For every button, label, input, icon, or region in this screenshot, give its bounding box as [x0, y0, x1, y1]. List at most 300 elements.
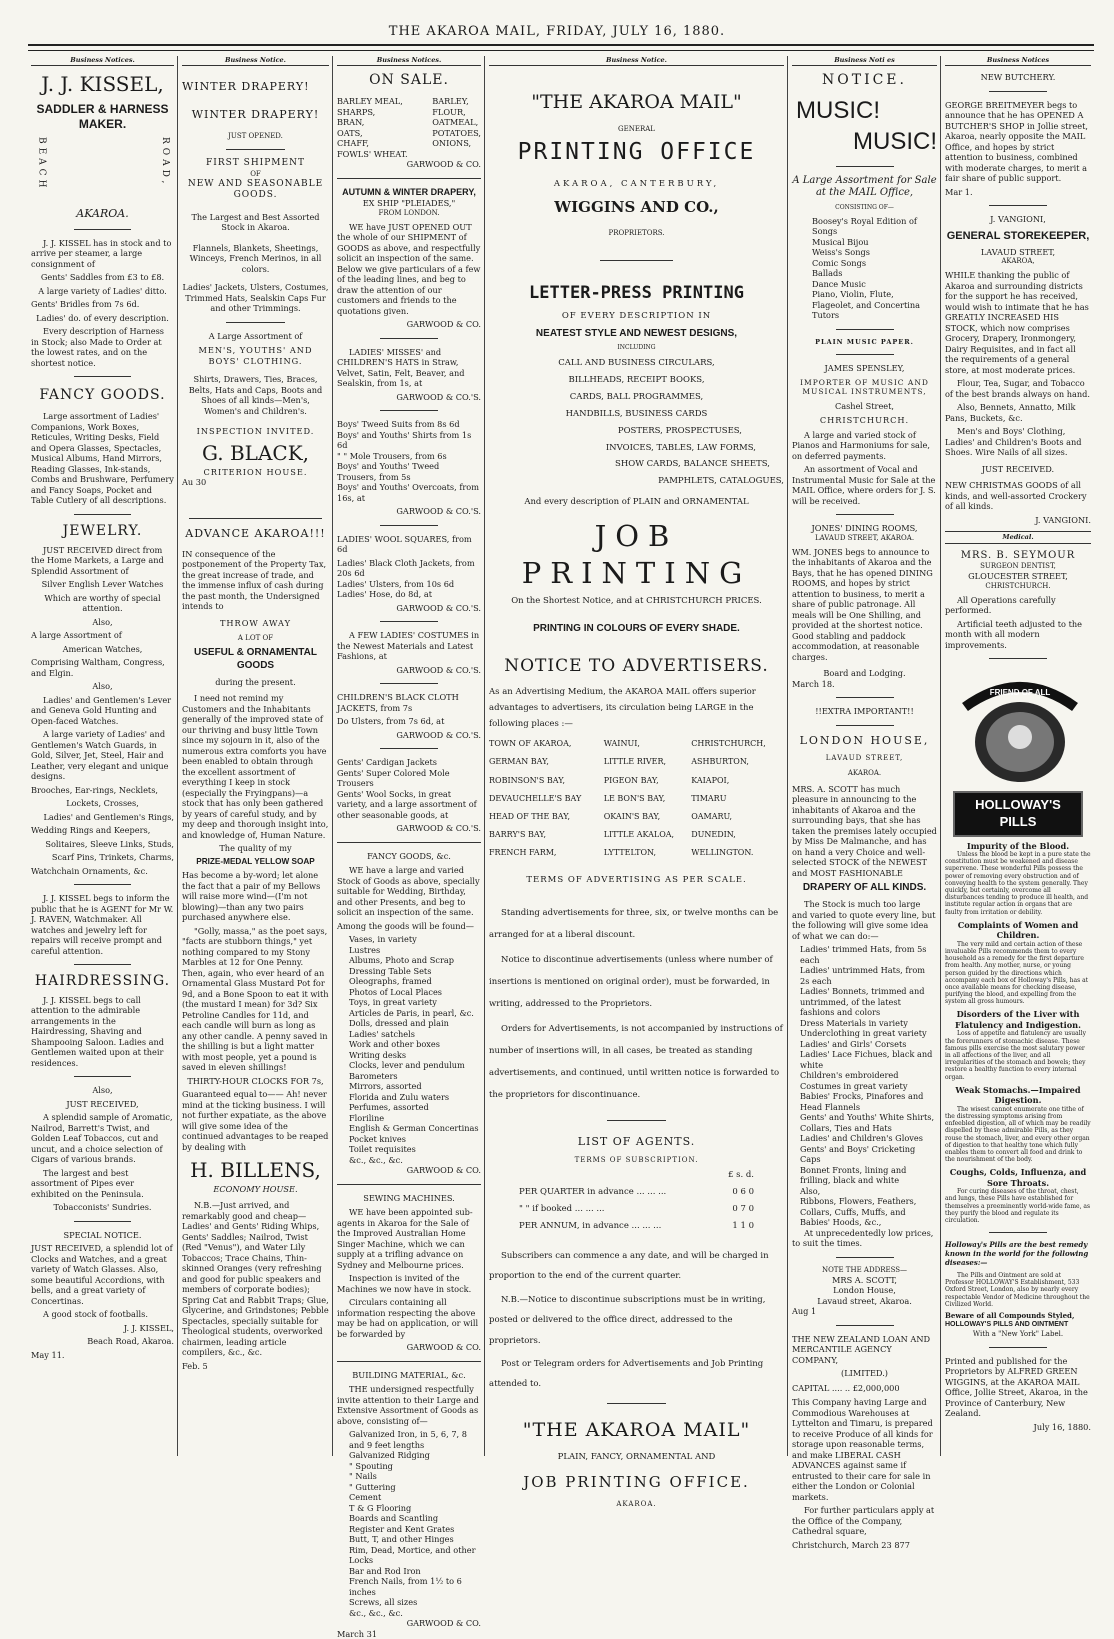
table-cell: LITTLE AKALOA,: [603, 830, 675, 840]
text: PROPRIETORS.: [608, 229, 665, 238]
divider: [337, 1184, 481, 1185]
text: J. J. KISSEL has in stock and to arrive per steamer, a large consignment of: [31, 237, 172, 269]
text: A LOT OF: [237, 634, 274, 643]
text: THROW AWAY: [219, 617, 292, 628]
text: FROM LONDON.: [378, 208, 440, 217]
building-items-list: [337, 1429, 481, 1618]
text: Unless the blood be kept in a pure state the constitution must be weakened and disease supervene. These wonderful Pills possess the power of removing every obstruction and of conveying health to the system generally. They quickly, but certainly, overcome all disturbances tending to produce ill health, and institute regular action in organs that are faulty from irritation or debility.: [945, 851, 1091, 916]
text: AKAROA,: [1001, 257, 1035, 266]
text: PRINTING IN COLOURS OF EVERY SHADE.: [533, 623, 740, 635]
list-item: Musical Bijou: [812, 236, 869, 247]
list-item: Ladies' Lace Fichues, black and white: [800, 1049, 933, 1070]
divider: [74, 229, 131, 230]
list-item: " Spouting: [349, 1460, 393, 1471]
date: Feb. 5: [182, 1360, 208, 1371]
text: Beware of all Compounds Styled,: [945, 1311, 1075, 1321]
list-item: Pocket knives: [349, 1133, 406, 1144]
list-item: Ladies' satchels: [349, 1028, 415, 1039]
text: Cashel Street,: [834, 400, 895, 411]
special-notice-heading: SPECIAL NOTICE.: [63, 1229, 142, 1240]
list-item: Dressing Table Sets: [349, 965, 432, 976]
rate-value: 0 7 0: [732, 1204, 754, 1215]
list-item: Boards and Scantling: [349, 1513, 439, 1524]
text: Do Ulsters, from 7s 6d, at: [337, 716, 445, 727]
table-cell: OKAIN'S BAY,: [603, 812, 661, 821]
list-item: Writing desks: [349, 1049, 407, 1060]
sale-list-left: [337, 96, 408, 159]
text: A large Assortment of: [31, 630, 122, 641]
divider: [337, 1361, 481, 1362]
list-item: Rim, Dead, Mortice, and other Locks: [349, 1544, 476, 1566]
text: LADIES' MISSES' and CHILDREN'S HATS in Straw, Velvet, Satin, Felt, Beaver, and Sealskin, from 1s, at: [337, 346, 465, 389]
list-item: Gents' and Youths' White Shirts, Collars, Ties and Hats: [800, 1112, 935, 1133]
list-item: Bonnet Fronts, lining and frilling, black and white: [800, 1164, 907, 1186]
text: As an Advertising Medium, the AKAROA MAIL offers superior advantages to advertisers, its circulation being LARGE in the following places :—: [489, 686, 756, 729]
text: Flannels, Blankets, Sheetings, Winceys, French Merinos, in all colors.: [189, 242, 322, 274]
list-item: Gents' and Boys' Cricketing Caps: [800, 1143, 916, 1165]
text: Also,: [92, 1085, 113, 1096]
list-item: Screws, all sizes: [349, 1597, 418, 1608]
text: CONSISTING OF—: [835, 204, 894, 212]
text: Coughs, Colds, Influenza, and Sore Throats.: [949, 1167, 1087, 1188]
text: NEATEST STYLE AND NEWEST DESIGNS,: [535, 327, 738, 339]
list-item: Weiss's Songs: [812, 247, 870, 258]
table-row: [489, 844, 784, 862]
text: INCLUDING: [617, 344, 656, 352]
table-cell: LITTLE RIVER,: [603, 757, 667, 767]
beach-label: BEACH: [36, 136, 47, 192]
list-item: Albums, Photo and Scrap: [349, 955, 454, 966]
list-item: Ladies' and Children's Gloves: [800, 1133, 923, 1144]
text: For curing diseases of the throat, chest, and lungs, these Pills have established for themselves a preeminently world-wide fame, as they purify the blood and regulate its circulation.: [945, 1188, 1091, 1225]
list-item: Dolls, dressed and plain: [349, 1018, 449, 1029]
places-table: [489, 735, 784, 863]
divider: [989, 658, 1047, 659]
sale-item: POTATOES,: [432, 127, 481, 138]
column-5: [789, 56, 940, 1550]
column-1: [28, 56, 177, 1456]
date: Christchurch, March 23 877: [792, 1539, 910, 1550]
text: Holloway's Pills are the best remedy known in the world for the following diseases:—: [945, 1240, 1089, 1268]
divider: [836, 1325, 894, 1326]
text: The wisest cannot enumerate one tithe of the distressing symptoms arising from enfeebled digestion, all of which may be readily dispelled by these admirable Pills, as they rouse the stomach, liver, and every other organ of digestion to that healthy tone which fully enables them to convert all food and drink to the nourishment of the body.: [945, 1105, 1091, 1164]
text: Wedding Rings and Keepers,: [31, 825, 151, 836]
list-item: Ladies' Bonnets, trimmed and untrimmed, of the latest fashions and colors: [800, 986, 925, 1018]
printing-line: SHOW CARDS, BALANCE SHEETS,: [615, 459, 770, 470]
text: !!EXTRA IMPORTANT!!: [815, 706, 914, 717]
text: A Large Assortment of: [208, 330, 303, 341]
divider: [74, 1076, 131, 1077]
table-cell: GERMAN BAY,: [489, 757, 549, 767]
divider: [74, 884, 131, 885]
text: Gents' Cardigan Jackets Gents' Super Colored Mole Trousers Gents' Wool Socks, in great variety, and a large assortment of other seasonable goods, at: [337, 757, 477, 820]
signature: GARWOOD & CO.'S.: [396, 391, 481, 402]
printing-line: HANDBILLS, BUSINESS CARDS: [565, 408, 708, 419]
agents-heading: LIST OF AGENTS.: [577, 1135, 696, 1149]
divider: [989, 1232, 1047, 1233]
table-cell: ASHBURTON,: [691, 757, 749, 767]
divider: [74, 376, 131, 377]
signature: GARWOOD & CO.'S.: [396, 823, 481, 834]
list-item: Bar and Rod Iron: [349, 1565, 421, 1576]
list-item: Children's embroidered Costumes in great variety: [800, 1070, 908, 1091]
fancy-items-list: [337, 934, 481, 1165]
rate-row: [519, 1221, 754, 1232]
divider: [989, 1347, 1047, 1348]
text: J. J. KISSEL begs to call attention to the admirable arrangements in the Hairdressing, Shaving and Shampooing Saloon. Ladies and Gentlemen waited upon at their residences.: [31, 994, 165, 1068]
text: Lockets, Crosses,: [66, 798, 139, 809]
autumn-heading: AUTUMN & WINTER DRAPERY,: [342, 186, 476, 197]
table-row: [489, 790, 784, 808]
signature: GARWOOD & CO.: [406, 1165, 481, 1176]
places-grid: [489, 735, 784, 863]
text: JAMES SPENSLEY,: [824, 363, 905, 374]
text: USEFUL & ORNAMENTAL GOODS: [194, 647, 317, 671]
list-item: Oleographs, framed: [349, 976, 432, 987]
divider: [226, 149, 285, 150]
rates-table: [489, 1187, 784, 1232]
text: Also,: [92, 681, 113, 692]
list-item: Ballads: [812, 268, 843, 279]
text: THE undersigned respectfully invite attention to their Large and Extensive Assortment of Goods as above, consisting of—: [337, 1384, 479, 1426]
signature: GARWOOD & CO.: [406, 159, 481, 170]
list-item: Ladies' and Girls' Corsets: [800, 1038, 907, 1049]
printing-line: CARDS, BALL PROGRAMMES,: [569, 391, 704, 402]
divider: [836, 725, 894, 726]
text: Every description of Harness in Stock; also Made to Order at the lowest rates, and on the shortest notice.: [31, 326, 164, 368]
divider: [380, 683, 438, 684]
list-item: Dress Materials in variety: [800, 1017, 908, 1028]
text: CRITERION HOUSE.: [203, 466, 308, 477]
seal-text: FRIEND OF ALL: [989, 688, 1051, 698]
column-heading: Business Notices.: [31, 56, 174, 66]
divider: [607, 1403, 666, 1404]
list-item: Lustres: [349, 944, 381, 955]
list-item: Underclothing in great variety: [800, 1028, 927, 1039]
text: The Pills and Ointment are sold at Professor HOLLOWAY'S Establishment, 533 Oxford Street, London, also by nearly every respectable Vendor of Medicine throughout the Civilized World.: [945, 1272, 1090, 1308]
text: Weak Stomachs.—Impaired Digestion.: [955, 1084, 1081, 1106]
text: NEW CHRISTMAS GOODS of all kinds, and well-assorted Crockery of all kinds.: [945, 480, 1087, 512]
divider: [989, 205, 1047, 206]
list-item: Babies' Frocks, Pinafores and Head Flannels: [800, 1091, 924, 1112]
text: FIRST SHIPMENT: [206, 158, 305, 169]
text: JUST RECEIVED direct from the Home Markets, a Large and Splendid Assortment of: [31, 544, 164, 576]
signature: GARWOOD & CO.'S.: [396, 506, 481, 517]
text: A FEW LADIES' COSTUMES in the Newest Materials and Latest Fashions, at: [337, 630, 480, 662]
text: A large variety of Ladies' ditto.: [38, 285, 167, 296]
column-2: [179, 56, 332, 1456]
text: LAVAUD STREET,: [825, 753, 904, 762]
signature: J. VANGIONI.: [1035, 514, 1091, 525]
list-item: Boosey's Royal Edition of Songs: [812, 215, 917, 237]
divider: [836, 1257, 894, 1258]
list-item: Butt, T, and other Hinges: [349, 1534, 454, 1545]
text: GENERAL: [618, 124, 655, 133]
text: JUST RECEIVED,: [66, 1098, 139, 1109]
text: The very mild and certain action of these invaluable Pills recommends them to every household as a remedy for the first departure from health. Any mother, nurse, or young person guided by the directions which accompany each box of Holloway's Pills, has at once available means for checking disease, purifying the blood, and expelling from the system all gross humours.: [945, 940, 1089, 1006]
medical-heading: Medical.: [945, 531, 1091, 543]
signature: GARWOOD & CO.: [406, 1342, 481, 1353]
text: IN consequence of the postponement of the Property Tax, the great increase of trade, and the immense influx of cash during the past month, the Undersigned intends to: [182, 548, 327, 612]
text: A good stock of footballs.: [43, 1309, 148, 1320]
printing-line: BILLHEADS, RECEIPT BOOKS,: [568, 375, 705, 385]
divider: [380, 748, 438, 749]
list-item: Vases, in variety: [349, 934, 417, 945]
table-cell: KAIAPOI,: [691, 775, 730, 785]
text: Also,: [92, 616, 113, 627]
divider: [380, 525, 438, 526]
text: A splendid sample of Aromatic, Nailrod, Barrett's Twist, and Golden Leaf Tobaccos, cut and uncut, and a choice selection of Cigars of various brands.: [31, 1112, 173, 1165]
text: "Golly, massa," as the poet says, "facts are stubborn things," yet nothing compared to my Stony Marbles at 12 for One Penny. Then, again, who ever heard of an Ornamental Glass Mustard Pot for 9d, and a Bone Spoon to eat it with (the mustard I mean) for 3d? Six Petroline Candles for 11d, and each candle will burn as long as any other candle. A penny saved in the shilling is but a light matter with most people, yet a pound is saved in eleven shillings!: [182, 925, 329, 1073]
text: Post or Telegram orders for Advertisements and Job Printing attended to.: [489, 1358, 764, 1390]
text: A large variety of Ladies' and Gentlemen's Watch Guards, in Gold, Silver, Jet, Steel, Hair and Leather, very elegant and unique designs.: [31, 729, 169, 782]
printing-lines: [489, 358, 784, 487]
text: Printed and published for the Proprietors by ALFRED GREEN WIGGINS, at the AKAROA MAIL Office, Jollie Street, Akaroa, in the Province of Canterbury, New Zealand.: [945, 1355, 1088, 1419]
list-item: Ladies' untrimmed Hats, from 2s each: [800, 965, 926, 986]
sale-item: OATMEAL,: [432, 117, 479, 128]
job-printing-heading: JOB PRINTING: [521, 519, 752, 591]
text: Ladies' and Gentlemen's Lever and Geneva Gold Hunting and Open-faced Watches.: [31, 694, 172, 726]
text: THIRTY-HOUR CLOCKS FOR 7s,: [187, 1075, 324, 1086]
divider: [74, 514, 131, 515]
list-item: Dance Music: [812, 278, 866, 289]
text: Orders for Advertisements, is not accompanied by instructions of number of insertions will, in all cases, be treated as standing advertisements, and continued, until written notice is forwarded to the proprietors for discontinuance.: [489, 1024, 783, 1101]
column-3: [334, 56, 484, 1639]
column-divider: [484, 56, 485, 1456]
column-divider: [940, 56, 941, 1456]
g-black-name: G. BLACK,: [201, 440, 309, 465]
list-item: Galvanized Ridging: [349, 1450, 430, 1461]
top-rule-2: [28, 50, 1094, 51]
list-item: Cement: [349, 1492, 382, 1503]
masthead: THE AKAROA MAIL, FRIDAY, JULY 16, 1880.: [388, 24, 726, 39]
text: An assortment of Vocal and Instrumental Music for Sale at the MAIL Office, where orders for J. S. will be received.: [792, 464, 936, 506]
text: JUST RECEIVED, a splendid lot of Clocks and Watches, and a great variety of Watch Glasses. Also, some beautiful Accordions, with bells, and a great variety of Concertinas.: [31, 1243, 173, 1306]
text: CHILDREN'S BLACK CLOTH JACKETS, from 7s: [337, 692, 459, 713]
list-item: Galvanized Iron, in 5, 6, 7, 8 and 9 feet lengths: [349, 1429, 467, 1450]
text: MEN'S, YOUTHS' AND BOYS' CLOTHING.: [198, 345, 313, 366]
signature: GARWOOD & CO.'S.: [396, 664, 481, 675]
text: MRS. A. SCOTT has much pleasure in announcing to the inhabitants of Akaroa and the surrounding bays, that she has taken the premises lately occupied by Miss De Malmanche, and has on hand a very Choice and well-selected STOCK of the NEWEST and MOST FASHIONABLE: [792, 783, 937, 878]
text: With a "New York" Label.: [972, 1329, 1064, 1338]
text: LADIES' WOOL SQUARES, from 6d: [337, 533, 472, 555]
text: PRIZE-MEDAL YELLOW SOAP: [196, 856, 315, 866]
text: WHILE thanking the public of Akaroa and surrounding districts for the support he has received, would wish to intimate that he has GREATLY INCREASED HIS STOCK, which now comprises Grocery, Drapery, Ironmongery, Dairy Requisites, and in fact all the requirements of a general store, at most moderate prices.: [945, 270, 1089, 375]
text: Board and Lodging.: [823, 668, 906, 679]
column-divider: [787, 56, 788, 1456]
text: J. VANGIONI,: [990, 214, 1046, 225]
text: CHRISTCHURCH.: [985, 581, 1051, 590]
text: GLOUCESTER STREET,: [968, 571, 1068, 582]
text: DRAPERY OF ALL KINDS.: [802, 882, 927, 894]
text: Gents' Bridles from 7s 6d.: [31, 299, 140, 310]
divider: [380, 338, 438, 339]
text: MRS A. SCOTT,: [832, 1274, 897, 1285]
list-item: Piano, Violin, Flute, Flageolet, and Concertina Tutors: [812, 289, 921, 321]
fancy-goods-heading: FANCY GOODS, &c.: [367, 850, 451, 861]
table-cell: WELLINGTON.: [691, 848, 754, 858]
divider: [337, 842, 481, 843]
text: Also, Bennets, Annatto, Milk Pans, Buckets, &c.: [945, 402, 1076, 423]
list-item: Articles de Paris, in pearl, &c.: [349, 1007, 474, 1018]
text: Guaranteed equal to—— Ah! never mind at the ticking business. I will not further expatiate, as the above will give some idea of the continued advantages to be reaped by dealing with: [182, 1089, 329, 1152]
text: JUST OPENED.: [228, 132, 283, 141]
table-cell: TOWN OF AKAROA,: [489, 739, 572, 749]
signature: GARWOOD & CO.: [406, 319, 481, 330]
text: The largest and best assortment of Pipes ever exhibited on the Peninsula.: [31, 1167, 144, 1199]
list-item: T & G Flooring: [349, 1502, 412, 1513]
text: Ladies' do. of every description.: [36, 312, 169, 323]
text: The Largest and Best Assorted Stock in Akaroa.: [191, 211, 320, 233]
table-row: [489, 772, 784, 790]
text: TERMS OF SUBSCRIPTION.: [574, 1155, 699, 1164]
sewing-machines-heading: SEWING MACHINES.: [363, 1192, 455, 1203]
on-sale-heading: ON SALE.: [369, 72, 449, 89]
text: GEORGE BREITMEYER begs to announce that he has OPENED A BUTCHER'S SHOP in Jollie street, Akaroa, nearly opposite the MAIL Office, and hopes by strict attention to business, combined with moderate charges, to merit a fair share of public support.: [945, 99, 1088, 184]
holloways-pills-banner: HOLLOWAY'S PILLS: [953, 791, 1083, 836]
text: WE have a large and varied Stock of Goods as above, specially suitable for Wedding, Birthday, and other Presents, and beg to solicit an inspection of the same.: [337, 865, 480, 918]
london-house-heading: LONDON HOUSE,: [799, 733, 930, 747]
text: LAVAUD STREET,: [980, 246, 1056, 257]
text: Lavaud street, Akaroa.: [817, 1295, 912, 1306]
list-item: Perfumes, assorted: [349, 1102, 429, 1113]
column-heading: Business Notices: [945, 56, 1091, 66]
list-item: Ribbons, Flowers, Feathers, Collars, Cuffs, Muffs, and Babies' Hoods, &c.,: [800, 1196, 917, 1228]
table-row: [489, 735, 784, 753]
date: Aug 1: [792, 1306, 817, 1317]
jewelry-heading: JEWELRY.: [62, 522, 143, 539]
text: For further particulars apply at the Office of the Company, Cathedral square,: [792, 1505, 935, 1537]
column-heading: Business Noti es: [792, 56, 937, 66]
list-item: Toilet requisites: [349, 1144, 416, 1155]
notice-heading: NOTICE.: [822, 72, 907, 89]
text: during the present.: [215, 676, 296, 687]
rate-value: 1 1 0: [732, 1221, 754, 1232]
text: EX SHIP "PLEIADES,": [362, 198, 456, 209]
table-row: [489, 753, 784, 771]
text: WE have JUST OPENED OUT the whole of our SHIPMENT of GOODS as above, and respectfully solicit an inspection of the same. Below we give particulars of a few of the leading lines, and beg to draw the attention of our customers and friends to the quotations given.: [337, 221, 481, 316]
text: Artificial teeth adjusted to the month with all modern improvements.: [945, 618, 1082, 650]
text: INSPECTION INVITED.: [196, 426, 315, 437]
table-cell: TIMARU: [691, 793, 727, 803]
sale-list: [337, 96, 481, 159]
divider: [836, 329, 894, 330]
list-item: &c., &c., &c.: [349, 1154, 403, 1165]
column-6: [942, 56, 1094, 1456]
rate-label: " " if booked ... ... ...: [519, 1204, 605, 1215]
text: AKAROA, CANTERBURY,: [553, 179, 720, 190]
text: CHRISTCHURCH.: [819, 415, 910, 426]
text: Men's and Boys' Clothing, Ladies' and Children's Boots and Shoes. Wire Nails of all sizes.: [945, 426, 1082, 458]
divider: [836, 354, 894, 355]
printing-line: INVOICES, TABLES, LAW FORMS,: [605, 442, 756, 453]
list-item: Floriline: [349, 1112, 385, 1123]
table-cell: DEVAUCHELLE'S BAY: [489, 793, 582, 803]
text: £ s. d.: [727, 1170, 754, 1181]
sale-item: CHAFF,: [337, 138, 370, 149]
column-divider: [177, 56, 178, 1456]
text: Tobacconists' Sundries.: [53, 1202, 152, 1213]
divider: [600, 260, 674, 261]
divider: [836, 514, 894, 515]
text: Boys' Tweed Suits from 8s 6d Boys' and Youths' Shirts from 1s 6d " " Mole Trousers, from 6s Boys' and Youths' Tweed Trousers, from 5s Boys' and Youths' Overcoats, from 16s, at: [337, 419, 479, 503]
column-heading: Business Notice.: [182, 56, 329, 66]
sale-item: OATS,: [337, 127, 363, 138]
new-butchery-heading: NEW BUTCHERY.: [980, 72, 1056, 83]
text: Ladies' and Gentlemen's Rings,: [43, 811, 174, 822]
drapery-items-list: [792, 944, 937, 1228]
column-divider: [332, 56, 333, 1456]
general-storekeeper-heading: GENERAL STOREKEEPER,: [946, 229, 1090, 242]
date: Au 30: [182, 477, 207, 488]
text: London House,: [833, 1285, 896, 1296]
sale-item: BARLEY MEAL,: [337, 96, 403, 107]
list-item: Photos of Local Places: [349, 986, 442, 997]
list-item: French Nails, from 1½ to 6 inches: [349, 1576, 462, 1597]
text: At unprecedentedly low prices, to suit the times.: [792, 1227, 934, 1249]
rate-value: 0 6 0: [732, 1187, 754, 1198]
text: Among the goods will be found—: [337, 920, 474, 931]
text: Standing advertisements for three, six, or twelve months can be arranged for at a liberal discount.: [489, 907, 779, 940]
text: SURGEON DENTIST,: [980, 562, 1056, 571]
text: WE have been appointed sub-agents in Akaroa for the Sale of the Improved Australian Home Singer Machine, which we can supply at a trifling advance on Sydney and Melbourne prices.: [337, 1207, 473, 1270]
akaroa-label: AKAROA.: [76, 206, 129, 220]
text: Gents' Saddles from £3 to £8.: [40, 272, 165, 283]
text: Comprising Waltham, Congress, and Elgin.: [31, 657, 165, 678]
text: HOLLOWAY'S PILLS AND OINTMENT: [945, 1320, 1069, 1328]
text: American Watches,: [62, 643, 143, 654]
signature-address: Beach Road, Akaroa.: [87, 1336, 174, 1347]
divider: [226, 322, 285, 323]
text: The Stock is much too large and varied to quote every line, but the following will give some idea of what we can do:—: [792, 899, 936, 941]
divider: [189, 518, 321, 519]
sale-item: BARLEY,: [432, 96, 469, 107]
divider: [836, 166, 894, 167]
list-item: Register and Kent Grates: [349, 1523, 455, 1534]
top-rule: [28, 44, 1094, 46]
text: Shirts, Drawers, Ties, Braces, Belts, Hats and Caps, Boots and Shoes of all kinds—Men's, Women's and Children's.: [188, 374, 323, 416]
text: Solitaires, Sleeve Links, Studs,: [45, 838, 174, 849]
rate-label: PER QUARTER in advance ... ... ...: [519, 1187, 667, 1198]
text: The quality of my: [219, 843, 292, 854]
text: Silver English Lever Watches: [41, 579, 164, 590]
text: Inspection is invited of the Machines we now have in stock.: [337, 1273, 472, 1294]
fancy-goods-heading: FANCY GOODS.: [39, 387, 166, 404]
text: Large assortment of Ladies' Companions, Work Boxes, Reticules, Writing Desks, Field and Opera Glasses, Spectacles, Musical Albums, Hand Mirrors, Reading Glasses, Ink-stands, Combs and Brushware, Perfumery and Fancy Soaps, Pocket and Table Cutlery of all descriptions.: [31, 411, 174, 506]
sale-item: SHARPS,: [337, 106, 376, 117]
table-cell: BARRY'S BAY,: [489, 830, 547, 840]
signature: GARWOOD & CO.: [406, 1618, 481, 1629]
text: This Company having Large and Commodious Warehouses at Lyttelton and Timaru, is prepared to receive Produce of all kinds for storage upon reasonable terms, and make LIBERAL CASH ADVANCES against same if entrusted to their care for sale in either the London or Colonial markets.: [792, 1397, 933, 1502]
sale-item: FOWLS' WHEAT.: [337, 148, 408, 159]
printing-office-heading: PRINTING OFFICE: [517, 138, 756, 165]
text: Impurity of the Blood.: [966, 840, 1070, 851]
divider: [74, 964, 131, 965]
table-cell: OAMARU,: [691, 812, 733, 821]
text: TERMS OF ADVERTISING AS PER SCALE.: [526, 874, 747, 885]
list-item: " Guttering: [349, 1481, 396, 1492]
list-item: Ladies' trimmed Hats, from 5s each: [800, 944, 927, 965]
column-4: [486, 56, 787, 1509]
seal-figure: [1008, 725, 1032, 749]
text: Watchchain Ornaments, &c.: [31, 865, 148, 876]
sale-item: FLOUR,: [432, 106, 466, 117]
text: Flour, Tea, Sugar, and Tobacco of the best brands always on hand.: [945, 378, 1091, 399]
signature: J. J. KISSEL,: [123, 1322, 174, 1333]
letter-press-heading: LETTER-PRESS PRINTING: [529, 283, 744, 304]
text: AKAROA.: [616, 1500, 657, 1509]
text: OF: [250, 169, 261, 178]
